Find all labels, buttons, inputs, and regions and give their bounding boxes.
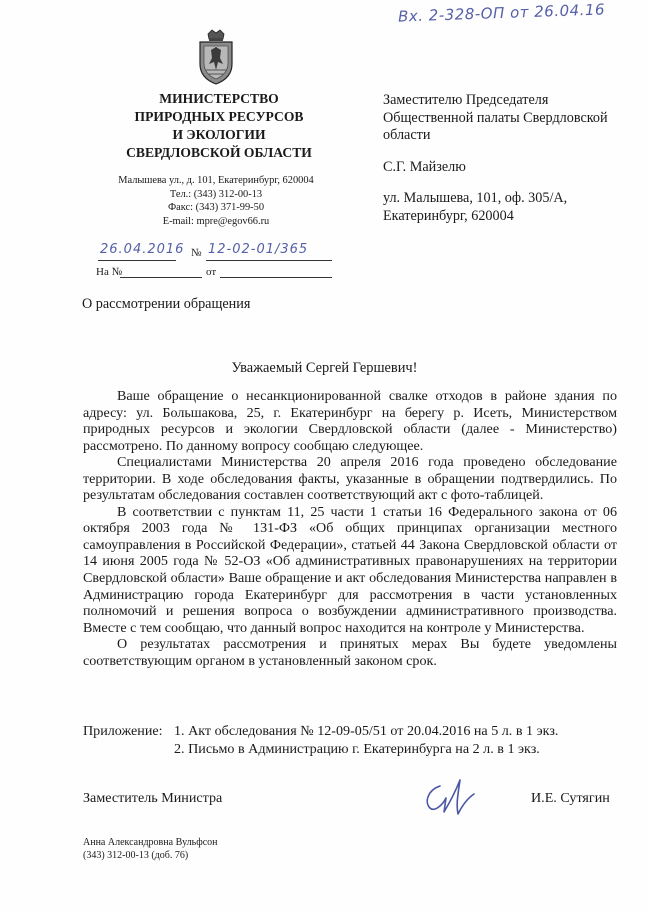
registration-line <box>96 243 332 263</box>
recipient-block <box>383 92 643 226</box>
greeting: Уважаемый Сергей Гершевич! <box>231 360 418 376</box>
ref-no-label: На № <box>96 266 123 278</box>
executor-name: Анна Александровна Вульфсон <box>83 837 218 848</box>
reference-line <box>96 266 332 282</box>
letter-subject: О рассмотрении обращения <box>82 296 251 312</box>
body-paragraph: Ваше обращение о несанкционированной свалке отходов в районе здания по адресу: ул. Большакова, 25, г. Екатеринбург на берегу р. Исеть, Министерством природных ресурсов и экологии Свердловской области (далее - Министерство) рассмотрено. По данному вопросу сообщаю следующее. <box>83 388 617 454</box>
org-line: МИНИСТЕРСТВО <box>159 91 279 106</box>
executor-info <box>83 837 218 862</box>
org-line: И ЭКОЛОГИИ <box>172 127 266 142</box>
recipient-address-line: ул. Малышева, 101, оф. 305/А, <box>383 190 568 207</box>
ref-no-blank <box>120 277 202 278</box>
recipient-address-line: Екатеринбург, 620004 <box>383 207 514 224</box>
coat-of-arms-icon <box>194 28 238 86</box>
attachments <box>83 722 623 758</box>
body-paragraph: Специалистами Министерства 20 апреля 2016 года проведено обследование территории. В ходе обследования факты, указанные в обращении подтвердились. По результатам обследования составлен соответствующий акт с фото-таблицей. <box>83 454 617 504</box>
reg-no-field <box>206 243 332 261</box>
attachments-label: Приложение: <box>83 723 163 739</box>
attachment-item: 2. Письмо в Администрацию г. Екатеринбурга на 2 л. в 1 экз. <box>174 741 540 757</box>
reg-no: 12-02-01/365 <box>208 242 309 257</box>
reg-date: 26.04.2016 <box>100 242 185 257</box>
signatory-title: Заместитель Министра <box>83 790 223 806</box>
org-email: E-mail: mpre@egov66.ru <box>162 215 270 227</box>
incoming-registration-note: Вх. 2-328-ОП от 26.04.16 <box>397 0 606 26</box>
handwritten-signature <box>414 772 480 820</box>
body-paragraph: О результатах рассмотрения и принятых мерах Вы будете уведомлены соответствующим органом в установленный законом срок. <box>83 636 617 669</box>
reg-date-field <box>98 242 185 261</box>
org-line: СВЕРДЛОВСКОЙ ОБЛАСТИ <box>126 145 312 160</box>
attachment-item: 1. Акт обследования № 12-09-05/51 от 20.04.2016 на 5 л. в 1 экз. <box>174 723 559 739</box>
ref-from-label: от <box>206 266 217 278</box>
org-address: Малышева ул., д. 101, Екатеринбург, 620004 <box>118 175 314 186</box>
reg-no-label: № <box>191 247 202 259</box>
letter-body <box>83 388 617 669</box>
executor-phone: (343) 312-00-13 (доб. 76) <box>83 849 189 861</box>
recipient-line: области <box>383 127 431 144</box>
org-phone: Тел.: (343) 312-00-13 <box>169 188 263 200</box>
org-line: ПРИРОДНЫХ РЕСУРСОВ <box>134 109 304 124</box>
recipient-line: Общественной палаты Свердловской <box>383 109 608 126</box>
recipient-name: С.Г. Майзелю <box>383 158 466 175</box>
signatory-name: И.Е. Сутягин <box>531 790 610 806</box>
body-paragraph: В соответствии с пунктам 11, 25 части 1 статьи 16 Федерального закона от 06 октября 2003 года № 131-ФЗ «Об общих принципах организации местного самоуправления в Российской Федерации», статьей 44 Закона Свердловской области от 14 июня 2005 года № 52-ОЗ «Об административных правонарушениях на территории Свердловской области» Ваше обращение и акт обследования Министерства направлен в Администрацию города Екатеринбург для рассмотрения в части установленных полномочий и решения вопроса о возбуждении административного производства. Вместе с тем сообщаю, что данный вопрос находится на контроле у Министерства. <box>83 503 617 636</box>
recipient-line: Заместителю Председателя <box>383 92 549 108</box>
org-fax: Факс: (343) 371-99-50 <box>167 202 265 213</box>
org-contacts <box>96 174 336 228</box>
ref-date-blank <box>220 277 332 278</box>
organization-name <box>96 90 342 162</box>
